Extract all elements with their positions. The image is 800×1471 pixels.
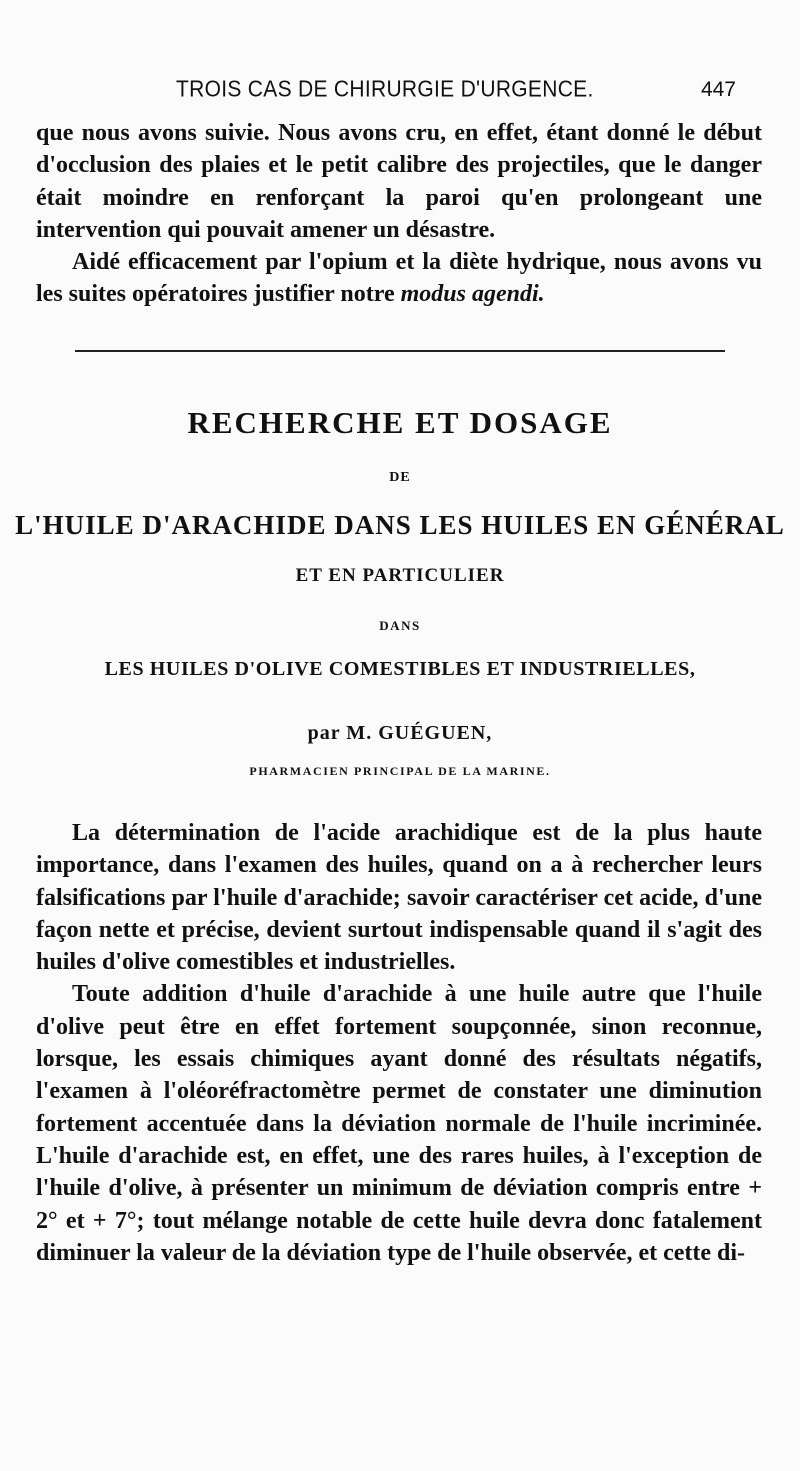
article-title-line-3: ET EN PARTICULIER (295, 565, 505, 586)
article-title-line-4: LES HUILES D'OLIVE COMESTIBLES ET INDUSTRIELLES, (104, 658, 696, 680)
intro-paragraph-2-text: Aidé efficacement par l'opium et la diète hydrique, nous avons vu les suites opératoires justifier notre (36, 249, 762, 308)
body-paragraph-1: La détermination de l'acide arachidique est de la plus haute importance, dans l'examen des huiles, quand on a à rechercher leurs falsifications par l'huile d'arachide; savoir caractériser cet acide, d'une façon nette et précise, devient surtout indispensable quand il s'agit des huiles d'olive comestibles et industrielles. (36, 820, 762, 976)
article-body (36, 817, 762, 1269)
intro-text (36, 117, 762, 311)
intro-paragraph-2-italic: modus agendi. (400, 281, 545, 308)
article-title-de: DE (389, 470, 411, 485)
article-title-line-2: L'HUILE D'ARACHIDE DANS LES HUILES EN GÉNÉRAL (15, 510, 785, 540)
page-number: 447 (700, 78, 736, 101)
article-author: par M. GUÉGUEN, (307, 722, 493, 744)
intro-paragraph-1: que nous avons suivie. Nous avons cru, en effet, étant donné le début d'occlusion des plaies et le petit calibre des projectiles, que le danger était moindre en renforçant la paroi qu'en prolongeant une intervention qui pouvait amener un désastre. (36, 120, 762, 243)
article-title-dans: DANS (379, 618, 421, 633)
article-title-line-1: RECHERCHE ET DOSAGE (187, 405, 613, 440)
body-paragraph-2: Toute addition d'huile d'arachide à une huile autre que l'huile d'olive peut être en effet fortement soupçonnée, sinon reconnue, lorsque, les essais chimiques ayant donné des résultats négatifs, l'examen à l'oléoréfractomètre permet de constater une diminution fortement accentuée dans la déviation normale de l'huile incriminée. L'huile d'arachide est, en effet, une des rares huiles, à l'exception de l'huile d'olive, à présenter un minimum de déviation compris entre + 2° et + 7°; tout mélange notable de cette huile devra donc fatalement diminuer la valeur de la déviation type de l'huile observée, et cette di- (36, 981, 762, 1266)
running-header (36, 78, 736, 108)
author-affiliation: PHARMACIEN PRINCIPAL DE LA MARINE. (249, 764, 551, 778)
intro-paragraph-2 (36, 246, 762, 311)
running-title: TROIS CAS DE CHIRURGIE D'URGENCE. (176, 77, 594, 102)
section-divider (75, 350, 725, 352)
